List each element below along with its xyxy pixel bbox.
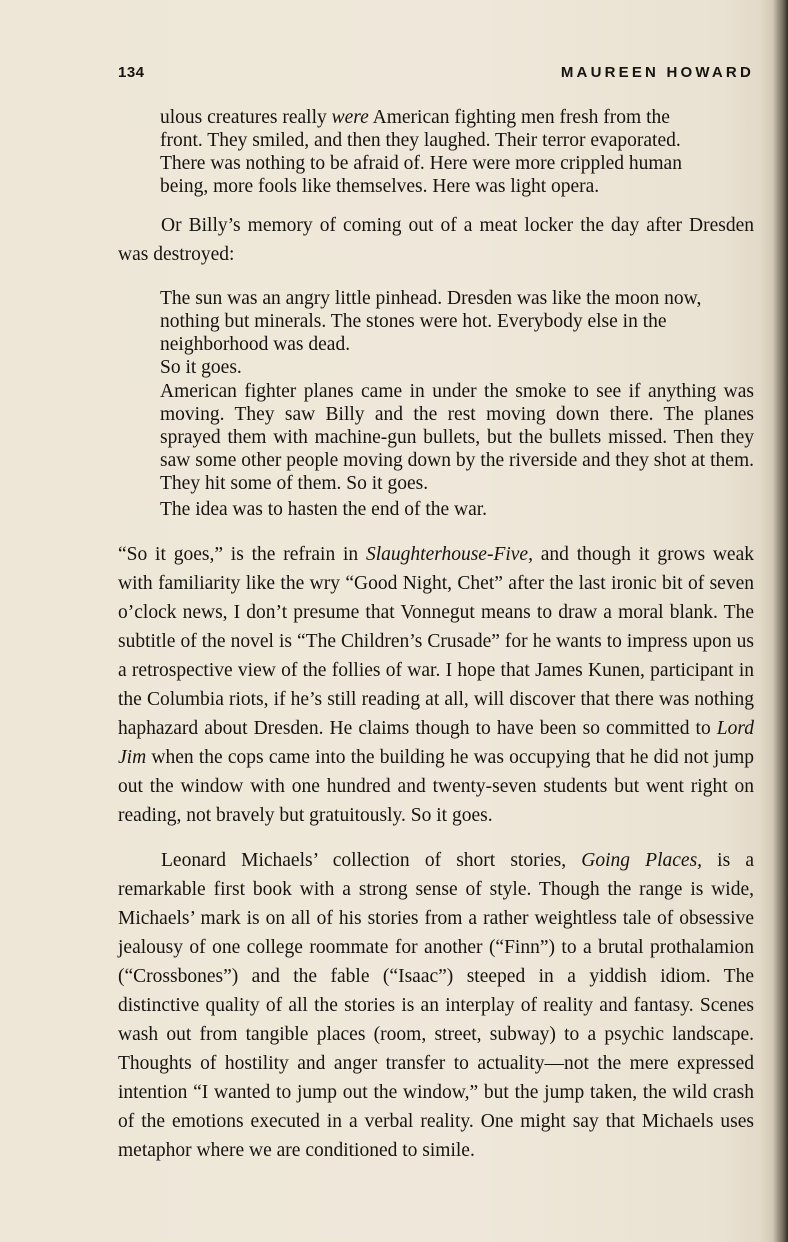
- paragraph-going-places: Leonard Michaels’ collection of short stories, Going Places, is a remarkable first book with a strong sense of style. Though the range is wide, Michaels’ mark is on all of his stories from a rather weightless tale of obsessive jealousy of one college roommate for another (“Finn”) to a brutal prothalamion (“Crossbones”) and the fable (“Isaac”) steeped in a yiddish idiom. The distinctive quality of all the stories is an interplay of reality and fantasy. Scenes wash out from tangible places (room, street, subway) to a psychic landscape. Thoughts of hostility and anger transfer to actuality—not the mere expressed intention “I wanted to jump out the window,” but the jump taken, the wild crash of the emotions executed in a verbal reality. One might say that Michaels uses metaphor where we are conditioned to simile.: [118, 850, 754, 1161]
- quote-line: The sun was an angry little pinhead. Dresden was like the moon now,: [160, 288, 702, 309]
- paragraph-meat-locker: Or Billy’s memory of coming out of a meat locker the day after Dresden was destroyed:: [118, 215, 754, 265]
- quote-block-light-opera: [160, 106, 754, 198]
- quote-line: being, more fools like themselves. Here was light opera.: [160, 176, 600, 197]
- quote-line: front. They smiled, and then they laughed. Their terror evaporated.: [160, 130, 681, 151]
- emphasis-word: were: [331, 107, 369, 128]
- quote-block-fighter-planes: American fighter planes came in under the smoke to see if anything was moving. They saw Billy and the rest moving down there. The planes sprayed them with machine-gun bullets, but the bullets missed. Then they saw some other people moving down by the riverside and they shot at them. They hit some of them. So it goes.: [160, 381, 754, 494]
- page-header: [118, 64, 754, 88]
- running-head-author: MAUREEN HOWARD: [560, 64, 754, 81]
- page-binding-edge: [760, 0, 788, 1242]
- quote-line: There was nothing to be afraid of. Here were more crippled human: [160, 153, 682, 174]
- quote-line: neighborhood was dead.: [160, 334, 351, 355]
- book-title: Going Places,: [581, 850, 703, 871]
- book-title: Slaughterhouse-Five,: [365, 544, 533, 565]
- book-title: Lord Jim: [118, 718, 754, 768]
- quote-block-dresden-sun: [160, 287, 754, 379]
- quote-line: ulous creatures really were American fighting men fresh from the: [160, 107, 670, 128]
- quote-refrain: So it goes.: [160, 357, 242, 378]
- paragraph-so-it-goes: “So it goes,” is the refrain in Slaughterhouse-Five, and though it grows weak with familiarity like the wry “Good Night, Chet” after the last ironic bit of seven o’clock news, I don’t presume that Vonnegut means to draw a moral blank. The subtitle of the novel is “The Children’s Crusade” for he wants to impress upon us a retrospective view of the follies of war. I hope that James Kunen, participant in the Columbia riots, if he’s still reading at all, will discover that there was nothing haphazard about Dresden. He claims though to have been so committed to Lord Jim when the cops came into the building he was occupying that he did not jump out the window with one hundred and twenty-seven students but went right on reading, not bravely but gratuitously. So it goes.: [118, 544, 754, 826]
- quote-block-hasten-war: The idea was to hasten the end of the war.: [160, 499, 488, 520]
- quote-line: nothing but minerals. The stones were hot. Everybody else in the: [160, 311, 667, 332]
- page-number: 134: [118, 64, 145, 81]
